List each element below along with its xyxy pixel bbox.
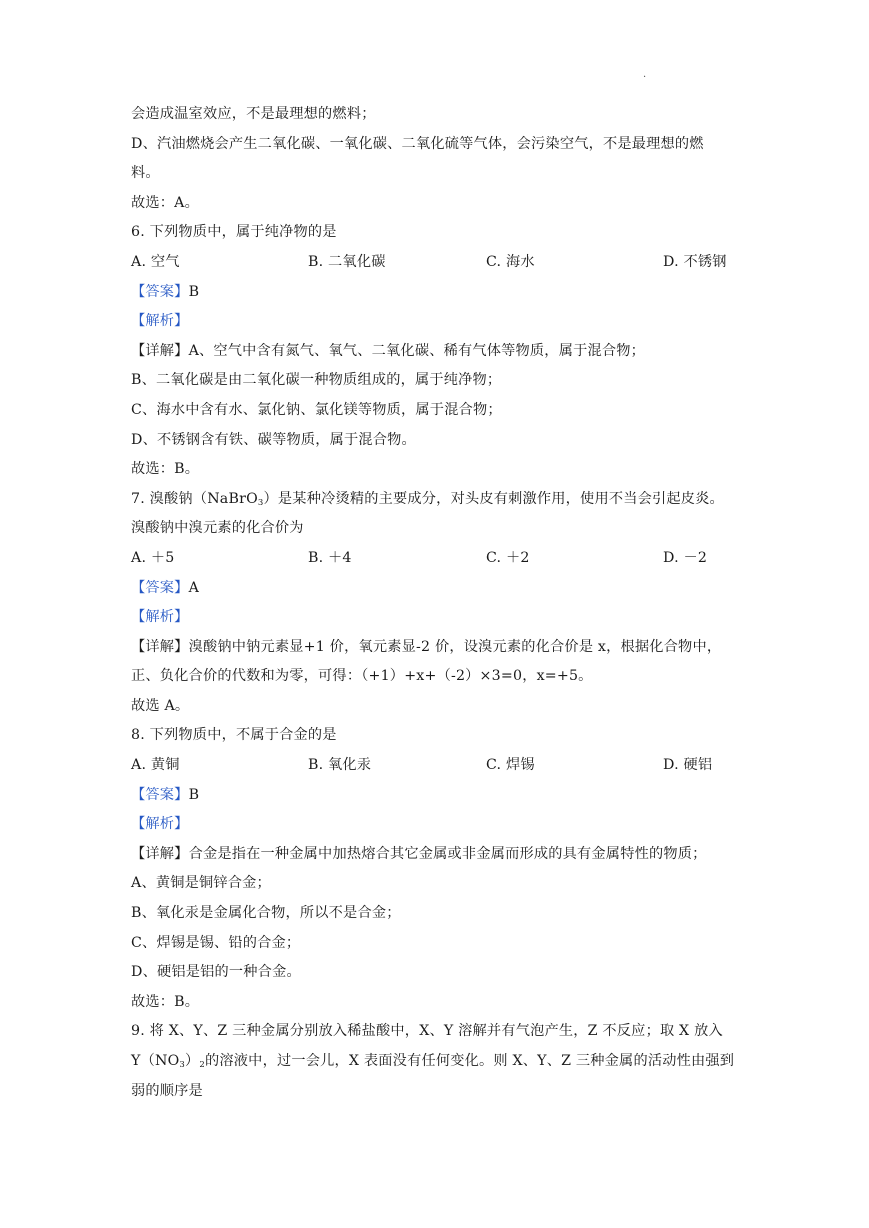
question-8-options: [131, 751, 751, 781]
stem-text: ）是某种冷烫精的主要成分，对头皮有刺激作用，使用不当会引起皮炎。: [263, 490, 724, 507]
stem-text: 7. 溴酸钠（NaBrO: [131, 490, 258, 507]
question-9-stem: 9. 将 X、Y、Z 三种金属分别放入稀盐酸中，X、Y 溶解并有气泡产生，Z 不反应；取 X 放入: [131, 1023, 723, 1040]
question-7-stem: [131, 485, 751, 515]
detail-tag: 【详解】: [131, 342, 189, 359]
text-line: D、汽油燃烧会产生二氧化碳、一氧化碳、二氧化硫等气体，会污染空气，不是最理想的燃: [131, 135, 704, 152]
subscript: 2: [199, 1060, 206, 1070]
option-a: A. ＋5: [131, 549, 175, 566]
detail-tag: 【详解】: [131, 845, 189, 862]
question-6-options: [131, 248, 751, 278]
option-d: D. 硬铝: [663, 757, 713, 774]
answer-tag: 【答案】: [131, 786, 189, 803]
option-c: C. 海水: [486, 253, 535, 270]
option-d: D. 不锈钢: [663, 253, 727, 270]
option-d: D. －2: [663, 549, 708, 566]
question-9-stem-cont: [131, 1047, 751, 1077]
detail-text: 合金是指在一种金属中加热熔合其它金属或非金属而形成的具有金属特性的物质；: [188, 845, 707, 862]
question-8-stem: 8. 下列物质中，不属于合金的是: [131, 727, 337, 744]
stem-text: Y（NO: [131, 1053, 180, 1069]
text-line: A、黄铜是铜锌合金；: [131, 875, 271, 892]
question-6-stem: 6. 下列物质中，属于纯净物的是: [131, 224, 337, 241]
detail-tag: 【详解】: [131, 638, 189, 655]
question-9-stem-end: 弱的顺序是: [131, 1082, 203, 1099]
text-line: D、硬铝是铝的一种合金。: [131, 964, 301, 981]
option-b: B. 二氧化碳: [308, 253, 386, 270]
answer-value: A: [188, 579, 200, 596]
conclusion-line: 故选：B。: [131, 461, 200, 478]
detail-line: [131, 633, 751, 663]
conclusion-line: 故选：A。: [131, 194, 199, 211]
conclusion-line: 故选 A。: [131, 697, 190, 714]
question-7-stem-cont: 溴酸钠中溴元素的化合价为: [131, 520, 304, 537]
answer-tag: 【答案】: [131, 283, 189, 300]
detail-line: [131, 840, 751, 870]
option-b: B. 氧化汞: [308, 757, 372, 774]
detail-text: 溴酸钠中钠元素显+1 价，氧元素显-2 价，设溴元素的化合价是 x，根据化合物中，: [188, 638, 722, 655]
answer-value: B: [188, 786, 200, 803]
text-line: D、不锈钢含有铁、碳等物质，属于混合物。: [131, 431, 416, 448]
conclusion-line: 故选：B。: [131, 993, 200, 1010]
analysis-tag: 【解析】: [131, 816, 189, 833]
analysis-line: [131, 603, 751, 633]
subscript: 3: [179, 1060, 186, 1070]
answer-line: [131, 574, 751, 604]
answer-value: B: [188, 283, 200, 300]
detail-line: [131, 337, 751, 367]
text-line: 会造成温室效应，不是最理想的燃料；: [131, 106, 376, 122]
subscript: 3: [257, 497, 264, 508]
analysis-line: [131, 307, 751, 337]
answer-tag: 【答案】: [131, 579, 189, 596]
text-line: B、氧化汞是金属化合物，所以不是合金；: [131, 905, 401, 922]
analysis-tag: 【解析】: [131, 313, 189, 330]
question-7-options: [131, 544, 751, 574]
answer-line: [131, 781, 751, 811]
text-line: B、二氧化碳是由二氧化碳一种物质组成的，属于纯净物；: [131, 372, 502, 389]
decorative-dot: ·: [643, 72, 647, 83]
option-c: C. 焊锡: [486, 757, 535, 774]
text-line: 料。: [131, 165, 160, 182]
option-a: A. 黄铜: [131, 757, 180, 774]
text-line: 正、负化合价的代数和为零，可得：（+1）+x+（-2）×3=0，x=+5。: [131, 668, 593, 685]
stem-text: ）: [185, 1053, 200, 1069]
detail-text: A、空气中含有氮气、氧气、二氧化碳、稀有气体等物质，属于混合物；: [188, 342, 646, 359]
text-line: C、焊锡是锡、铅的合金；: [131, 934, 301, 951]
option-b: B. ＋4: [308, 549, 352, 566]
answer-line: [131, 278, 751, 308]
option-a: A. 空气: [131, 253, 180, 270]
document-body: [131, 100, 751, 1106]
analysis-line: [131, 810, 751, 840]
text-line: C、海水中含有水、氯化钠、氯化镁等物质，属于混合物；: [131, 401, 502, 418]
option-c: C. ＋2: [486, 549, 530, 566]
stem-text: 的溶液中，过一会儿，X 表面没有任何变化。则 X、Y、Z 三种金属的活动性由强到: [205, 1053, 735, 1069]
analysis-tag: 【解析】: [131, 609, 189, 626]
